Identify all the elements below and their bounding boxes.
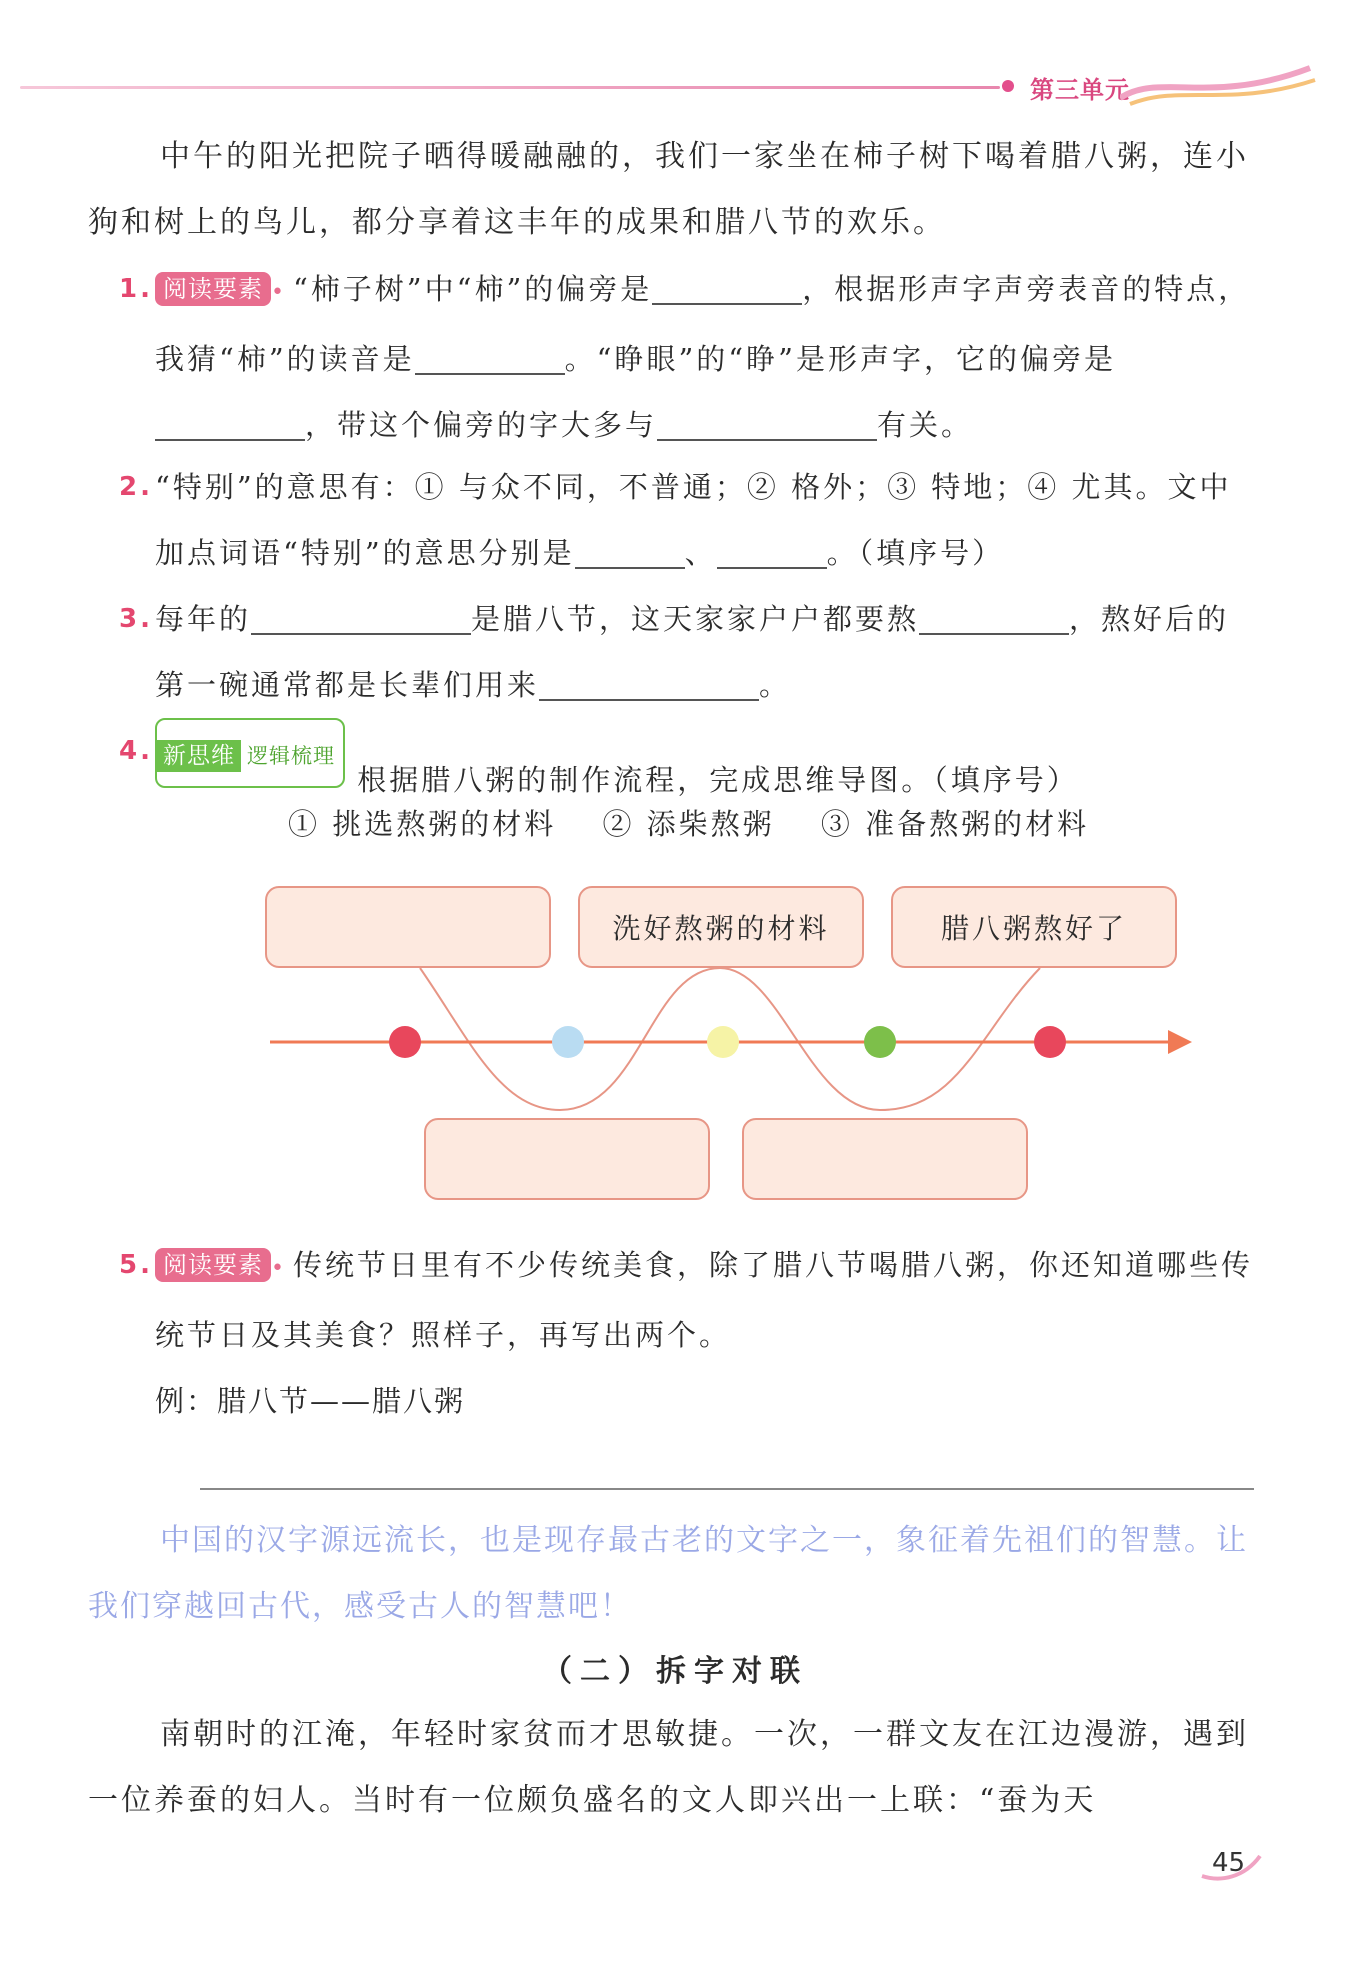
q2-text-2: 、 — [684, 536, 717, 570]
question-number: 5. — [119, 1250, 153, 1280]
q1-text-3: 。“睁眼”的“睁”是形声字，它的偏旁是 — [564, 342, 1116, 376]
q3-text-3: ，熬好后的第一碗通常都是长辈们用来 — [155, 602, 1230, 702]
tag-dot-icon: • — [271, 1256, 287, 1281]
option-item: ① 挑选熬粥的材料 — [288, 807, 557, 841]
answer-line[interactable] — [200, 1488, 1254, 1490]
flow-dot — [864, 1026, 896, 1058]
flow-box-top-2: 洗好熬粥的材料 — [578, 886, 864, 968]
question-number: 4. — [119, 736, 153, 766]
q1-text-2: ，根据形声字声旁表音的特点，我猜“柿”的读音是 — [155, 272, 1251, 376]
q1-text-1: “柿子树”中“柿”的偏旁是 — [292, 272, 653, 306]
flow-dot — [552, 1026, 584, 1058]
q2-text-3: 。（填序号） — [826, 536, 1005, 570]
q2-text-1: “特别”的意思有：① 与众不同，不普通；② 格外；③ 特地；④ 尤其。文中加点词语“特别”的意思分别是 — [155, 470, 1232, 570]
question-5 — [119, 1232, 1255, 1434]
q3-text-2: 是腊八节，这天家家户户都要熬 — [471, 602, 920, 636]
flow-box-bottom-2[interactable] — [742, 1118, 1028, 1200]
arrow-head-icon — [1168, 1030, 1192, 1054]
question-number: 3. — [119, 604, 153, 634]
q4-text: 根据腊八粥的制作流程，完成思维导图。（填序号） — [357, 763, 1079, 797]
q3-text-4: 。 — [759, 668, 792, 702]
flow-dot — [1034, 1026, 1066, 1058]
reading-tag: 阅读要素 — [155, 1248, 271, 1282]
q5-text: 传统节日里有不少传统美食，除了腊八节喝腊八粥，你还知道哪些传统节日及其美食？照样子，再写出两个。 — [155, 1248, 1253, 1352]
page-number: 45 — [1212, 1848, 1246, 1878]
passage-2: 南朝时的江淹，年轻时家贫而才思敏捷。一次，一群文友在江边漫游，遇到一位养蚕的妇人。当时有一位颇负盛名的文人即兴出一上联：“蚕为天 — [88, 1717, 1249, 1818]
tag-sublabel: 逻辑梳理 — [247, 744, 335, 768]
option-item: ③ 准备熬粥的材料 — [820, 807, 1090, 841]
question-number: 1. — [119, 274, 153, 304]
passage-1: 中午的阳光把院子晒得暖融融的，我们一家坐在柿子树下喝着腊八粥，连小狗和树上的鸟儿，都分享着这丰年的成果和腊八节的欢乐。 — [88, 139, 1249, 240]
flow-dot — [707, 1026, 739, 1058]
q3-text-1: 每年的 — [155, 602, 252, 636]
tag-dot-icon: • — [271, 280, 287, 305]
q1-text-5: 有关。 — [877, 408, 974, 442]
reading-tag: 阅读要素 — [155, 272, 271, 306]
flow-box-bottom-1[interactable] — [424, 1118, 710, 1200]
flow-box-top-1[interactable] — [265, 886, 551, 968]
question-number: 2. — [119, 472, 153, 502]
intro-text: 中国的汉字源远流长，也是现存最古老的文字之一，象征着先祖们的智慧。让我们穿越回古代，感受古人的智慧吧！ — [88, 1523, 1248, 1624]
unit-label: 第三单元 — [1030, 76, 1130, 104]
flow-dot — [389, 1026, 421, 1058]
q5-example: 例：腊八节——腊八粥 — [155, 1384, 466, 1418]
option-item: ② 添柴熬粥 — [602, 807, 775, 841]
q1-text-4: ，带这个偏旁的字大多与 — [305, 408, 658, 442]
flow-box-top-3: 腊八粥熬好了 — [891, 886, 1177, 968]
section-title: （二）拆字对联 — [542, 1654, 808, 1689]
tag-label: 新思维 — [157, 740, 241, 772]
